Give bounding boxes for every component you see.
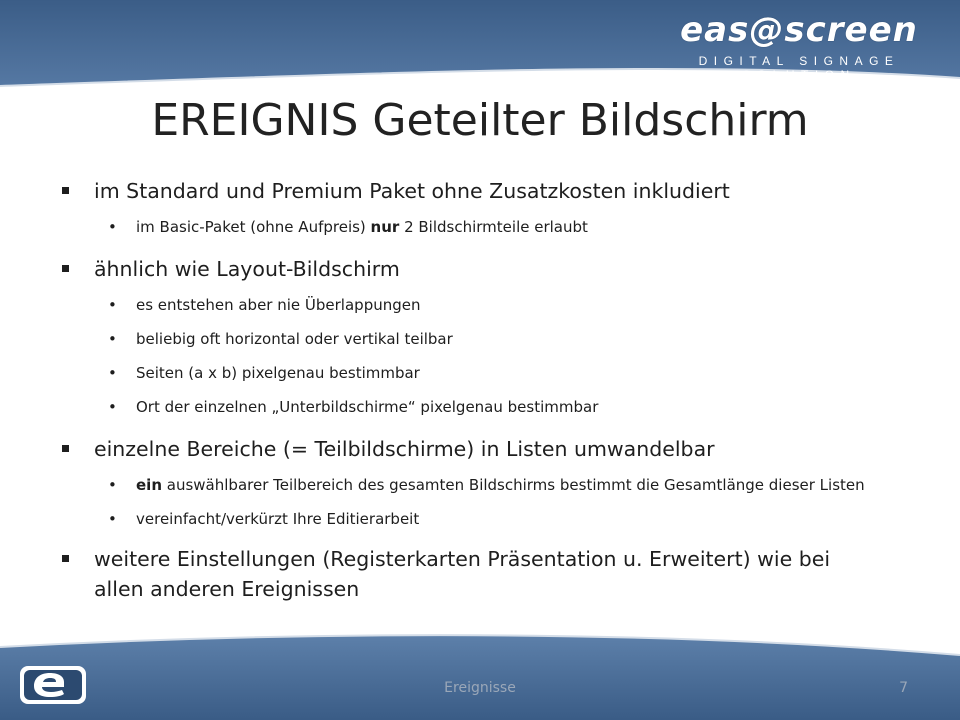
footer-wave-graphic — [0, 625, 960, 720]
sub-bullet-item — [62, 215, 882, 240]
footer-section-label: Ereignisse — [444, 680, 516, 696]
round-bullet-icon: • — [108, 296, 117, 314]
round-bullet-icon: • — [108, 398, 117, 416]
sub-bullet-text: im Basic-Paket (ohne Aufpreis) nur 2 Bildschirmteile erlaubt — [136, 218, 588, 236]
sub-bullet-item — [62, 293, 882, 318]
sub-bullet-item — [62, 395, 882, 420]
sub-bullet-item — [62, 473, 882, 498]
slide-content — [62, 172, 882, 604]
sub-bullet-text: Seiten (a x b) pixelgenau bestimmbar — [136, 364, 420, 382]
round-bullet-icon: • — [108, 510, 117, 528]
brand-tagline: DIGITAL SIGNAGE SOLUTION — [698, 54, 900, 82]
brand-logo — [654, 10, 944, 82]
round-bullet-icon: • — [108, 364, 117, 382]
square-bullet-icon — [62, 265, 69, 272]
page-number: 7 — [899, 680, 908, 696]
bullet-item — [62, 434, 882, 464]
bullet-item — [62, 176, 882, 206]
brand-wordmark: eas@screen — [680, 10, 918, 50]
sub-bullet-text: es entstehen aber nie Überlappungen — [136, 296, 421, 314]
sub-bullet-item — [62, 361, 882, 386]
square-bullet-icon — [62, 187, 69, 194]
bullet-text: weitere Einstellungen (Registerkarten Präsentation u. Erweitert) wie bei allen anderen Ereignissen — [94, 547, 831, 601]
bullet-text: im Standard und Premium Paket ohne Zusatzkosten inkludiert — [94, 179, 730, 203]
sub-bullet-text: beliebig oft horizontal oder vertikal teilbar — [136, 330, 453, 348]
bullet-item — [62, 254, 882, 284]
slide-title: EREIGNIS Geteilter Bildschirm — [151, 95, 809, 146]
sub-bullet-text: ein auswählbarer Teilbereich des gesamten Bildschirms bestimmt die Gesamtlänge dieser Listen — [136, 476, 865, 494]
round-bullet-icon: • — [108, 330, 117, 348]
round-bullet-icon: • — [108, 218, 117, 236]
bullet-item — [62, 544, 882, 604]
bullet-text: ähnlich wie Layout-Bildschirm — [94, 257, 400, 281]
footer-band — [0, 625, 960, 720]
round-bullet-icon: • — [108, 476, 117, 494]
header-band — [0, 0, 960, 90]
sub-bullet-text: Ort der einzelnen „Unterbildschirme“ pixelgenau bestimmbar — [136, 398, 599, 416]
sub-bullet-item — [62, 327, 882, 352]
bullet-text: einzelne Bereiche (= Teilbildschirme) in Listen umwandelbar — [94, 437, 715, 461]
sub-bullet-item — [62, 507, 882, 532]
sub-bullet-text: vereinfacht/verkürzt Ihre Editierarbeit — [136, 510, 420, 528]
square-bullet-icon — [62, 555, 69, 562]
square-bullet-icon — [62, 445, 69, 452]
